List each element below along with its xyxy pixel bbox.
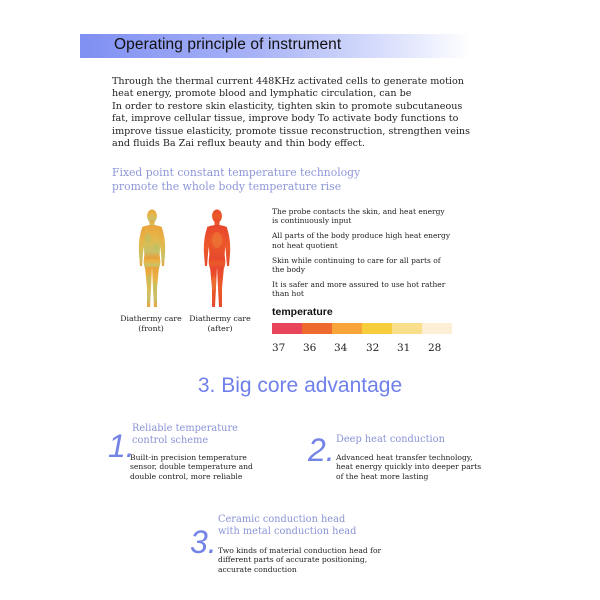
feature-note bbox=[272, 256, 487, 274]
title-line: control scheme bbox=[132, 435, 209, 446]
temperature-color-scale bbox=[272, 323, 452, 334]
temperature-value: 31 bbox=[397, 342, 411, 354]
caption-front bbox=[115, 314, 187, 333]
note-line: the body bbox=[272, 265, 306, 275]
desc-line: sensor, double temperature and bbox=[130, 462, 253, 472]
temperature-value: 28 bbox=[428, 342, 442, 354]
intro-line: improve tissue elasticity, promote tissue reconstruction, strengthen veins bbox=[112, 125, 471, 137]
title-line: Reliable temperature bbox=[132, 423, 238, 434]
page-title: Operating principle of instrument bbox=[114, 36, 342, 53]
advantage-description bbox=[218, 546, 381, 574]
technology-line: promote the whole body temperature rise bbox=[112, 179, 342, 193]
advantage-number: 1. bbox=[108, 428, 135, 464]
desc-line: different parts of accurate positioning, bbox=[218, 555, 368, 565]
desc-line: Two kinds of material conduction head for bbox=[218, 546, 382, 555]
temperature-value: 36 bbox=[303, 342, 317, 354]
technology-heading bbox=[112, 166, 360, 193]
title-line: Ceramic conduction head bbox=[218, 514, 346, 525]
title-line: with metal conduction head bbox=[218, 526, 357, 537]
temperature-swatch bbox=[302, 323, 332, 334]
advantage-number: 3. bbox=[190, 524, 217, 560]
body-heatmap-after-figure bbox=[196, 208, 238, 310]
temperature-value: 34 bbox=[334, 342, 348, 354]
caption-line: Diathermy care bbox=[120, 314, 182, 323]
advantage-description bbox=[336, 453, 481, 481]
temperature-value: 32 bbox=[366, 342, 380, 354]
caption-line: (after) bbox=[207, 323, 233, 333]
note-line: The probe contacts the skin, and heat energy bbox=[272, 207, 445, 216]
temperature-swatch bbox=[332, 323, 362, 334]
caption-line: Diathermy care bbox=[189, 314, 251, 323]
advantage-heading: 3. Big core advantage bbox=[197, 374, 403, 397]
desc-line: heat energy quickly into deeper parts bbox=[336, 462, 482, 472]
advantage-title bbox=[132, 423, 238, 447]
note-line: than hot bbox=[272, 289, 304, 299]
temperature-label: temperature bbox=[272, 306, 333, 318]
note-line: is continuously input bbox=[272, 216, 352, 226]
technology-line: Fixed point constant temperature technology bbox=[112, 166, 361, 179]
temperature-swatch bbox=[272, 323, 302, 334]
advantage-title bbox=[336, 434, 445, 446]
note-line: not heat quotient bbox=[272, 240, 338, 250]
note-line: It is safer and more assured to use hot rather bbox=[272, 280, 446, 290]
intro-paragraph bbox=[112, 76, 512, 150]
intro-line: heat energy, promote blood and lymphatic circulation, can be bbox=[112, 88, 412, 100]
temperature-swatch bbox=[392, 323, 422, 334]
intro-line: fat, improve cellular tissue, improve body To activate body functions to bbox=[112, 113, 459, 125]
intro-line: In order to restore skin elasticity, tighten skin to promote subcutaneous bbox=[112, 100, 463, 112]
desc-line: of the heat more lasting bbox=[336, 471, 429, 481]
advantage-description bbox=[130, 453, 253, 481]
desc-line: Built-in precision temperature bbox=[130, 453, 247, 462]
feature-notes bbox=[272, 207, 487, 305]
temperature-swatch bbox=[422, 323, 452, 334]
desc-line: accurate conduction bbox=[218, 564, 297, 574]
temperature-swatch bbox=[362, 323, 392, 334]
title-line: Deep heat conduction bbox=[336, 434, 445, 445]
body-heatmap-front-figure bbox=[131, 208, 173, 310]
advantage-number: 2. bbox=[308, 432, 335, 468]
desc-line: Advanced heat transfer technology, bbox=[336, 453, 473, 462]
advantage-title bbox=[218, 514, 356, 538]
temperature-value: 37 bbox=[272, 342, 286, 354]
feature-note bbox=[272, 231, 487, 249]
intro-line: Through the thermal current 448KHz activated cells to generate motion bbox=[112, 76, 464, 87]
feature-note bbox=[272, 280, 487, 298]
caption-line: (front) bbox=[138, 323, 164, 333]
desc-line: double control, more reliable bbox=[130, 471, 243, 481]
note-line: All parts of the body produce high heat energy bbox=[272, 231, 451, 241]
note-line: Skin while continuing to care for all parts of bbox=[272, 255, 441, 265]
intro-line: and fluids Ba Zai reflux beauty and thin body effect. bbox=[112, 138, 365, 150]
caption-after bbox=[184, 314, 256, 333]
feature-note bbox=[272, 207, 487, 225]
